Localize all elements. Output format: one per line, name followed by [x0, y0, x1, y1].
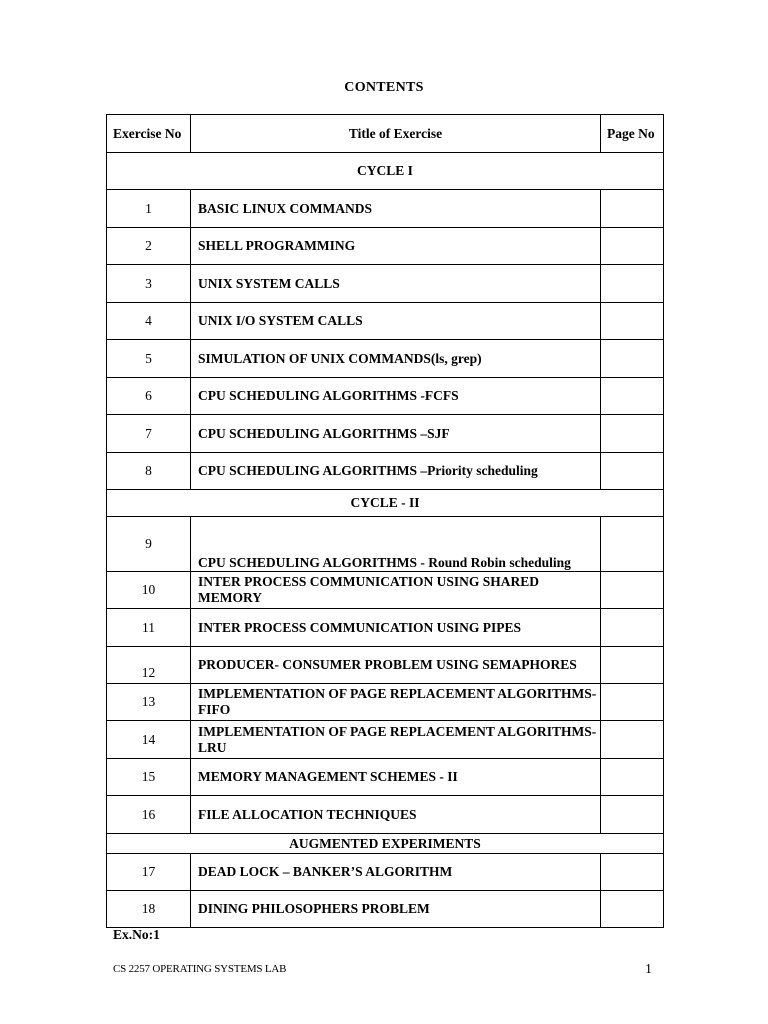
page-number-cell [601, 453, 664, 490]
page-number-cell [601, 265, 664, 303]
table-row [107, 721, 664, 759]
page-number-cell [601, 572, 664, 609]
exercise-number: 7 [107, 415, 191, 453]
table-row [107, 572, 664, 609]
exercise-number: 14 [107, 721, 191, 759]
exercise-number: 12 [107, 647, 191, 684]
exercise-number: 16 [107, 796, 191, 834]
exercise-title: IMPLEMENTATION OF PAGE REPLACEMENT ALGORITHMS-LRU [191, 721, 601, 759]
footer-page-number: 1 [645, 962, 652, 977]
page-number-cell [601, 891, 664, 928]
exercise-title: MEMORY MANAGEMENT SCHEMES - II [191, 759, 601, 796]
table-row [107, 378, 664, 415]
page-number-cell [601, 190, 664, 228]
exercise-number: 3 [107, 265, 191, 303]
page-number-cell [601, 415, 664, 453]
exercise-title: INTER PROCESS COMMUNICATION USING PIPES [191, 609, 601, 647]
exercise-number: 17 [107, 854, 191, 891]
exercise-title: PRODUCER- CONSUMER PROBLEM USING SEMAPHORES [191, 647, 601, 684]
page-number-cell [601, 684, 664, 721]
exercise-number: 18 [107, 891, 191, 928]
exercise-title: FILE ALLOCATION TECHNIQUES [191, 796, 601, 834]
table-header-row [107, 115, 664, 153]
table-row [107, 340, 664, 378]
page-number-cell [601, 228, 664, 265]
exercise-title: CPU SCHEDULING ALGORITHMS -FCFS [191, 378, 601, 415]
table-row [107, 517, 664, 572]
exercise-title: CPU SCHEDULING ALGORITHMS –Priority scheduling [191, 453, 601, 490]
exercise-number: 13 [107, 684, 191, 721]
exercise-title: INTER PROCESS COMMUNICATION USING SHARED MEMORY [191, 572, 601, 609]
column-header-exercise-no: Exercise No [107, 115, 191, 153]
exercise-title: IMPLEMENTATION OF PAGE REPLACEMENT ALGORITHMS-FIFO [191, 684, 601, 721]
exercise-number: 8 [107, 453, 191, 490]
table-row [107, 228, 664, 265]
section-label: CYCLE I [107, 153, 664, 190]
section-label: CYCLE - II [107, 490, 664, 517]
page-number-cell [601, 303, 664, 340]
exercise-number: 4 [107, 303, 191, 340]
exercise-title: BASIC LINUX COMMANDS [191, 190, 601, 228]
section-row-cycle-1 [107, 153, 664, 190]
exercise-number: 6 [107, 378, 191, 415]
exercise-number: 1 [107, 190, 191, 228]
exercise-title: SIMULATION OF UNIX COMMANDS(ls, grep) [191, 340, 601, 378]
page-number-cell [601, 854, 664, 891]
table-row [107, 647, 664, 684]
exercise-title: CPU SCHEDULING ALGORITHMS –SJF [191, 415, 601, 453]
column-header-title: Title of Exercise [191, 115, 601, 153]
page-number-cell [601, 340, 664, 378]
exercise-title: UNIX SYSTEM CALLS [191, 265, 601, 303]
page-number-cell [601, 647, 664, 684]
exercise-number: 15 [107, 759, 191, 796]
page-number-cell [601, 721, 664, 759]
footer-course-title: CS 2257 OPERATING SYSTEMS LAB [113, 963, 287, 975]
section-row-augmented [107, 834, 664, 854]
table-row [107, 190, 664, 228]
section-row-cycle-2 [107, 490, 664, 517]
page-number-cell [601, 517, 664, 572]
table-row [107, 684, 664, 721]
page-number-cell [601, 609, 664, 647]
exercise-number: 11 [107, 609, 191, 647]
exercise-number: 2 [107, 228, 191, 265]
exercise-title: SHELL PROGRAMMING [191, 228, 601, 265]
table-row [107, 265, 664, 303]
exercise-title: DINING PHILOSOPHERS PROBLEM [191, 891, 601, 928]
exercise-title: UNIX I/O SYSTEM CALLS [191, 303, 601, 340]
exercise-number: 9 [107, 517, 191, 572]
exercise-number-label: Ex.No:1 [113, 927, 160, 942]
contents-table [106, 114, 664, 928]
page-heading: CONTENTS [344, 80, 424, 95]
table-row [107, 891, 664, 928]
column-header-page-no: Page No [601, 115, 664, 153]
table-row [107, 609, 664, 647]
table-row [107, 453, 664, 490]
table-row [107, 759, 664, 796]
page-number-cell [601, 796, 664, 834]
table-row [107, 796, 664, 834]
exercise-number: 10 [107, 572, 191, 609]
section-label: AUGMENTED EXPERIMENTS [107, 834, 664, 854]
table-row [107, 303, 664, 340]
page-number-cell [601, 378, 664, 415]
page-number-cell [601, 759, 664, 796]
table-row [107, 415, 664, 453]
table-row [107, 854, 664, 891]
exercise-title: DEAD LOCK – BANKER’S ALGORITHM [191, 854, 601, 891]
exercise-number: 5 [107, 340, 191, 378]
exercise-title: CPU SCHEDULING ALGORITHMS - Round Robin scheduling [191, 517, 601, 572]
